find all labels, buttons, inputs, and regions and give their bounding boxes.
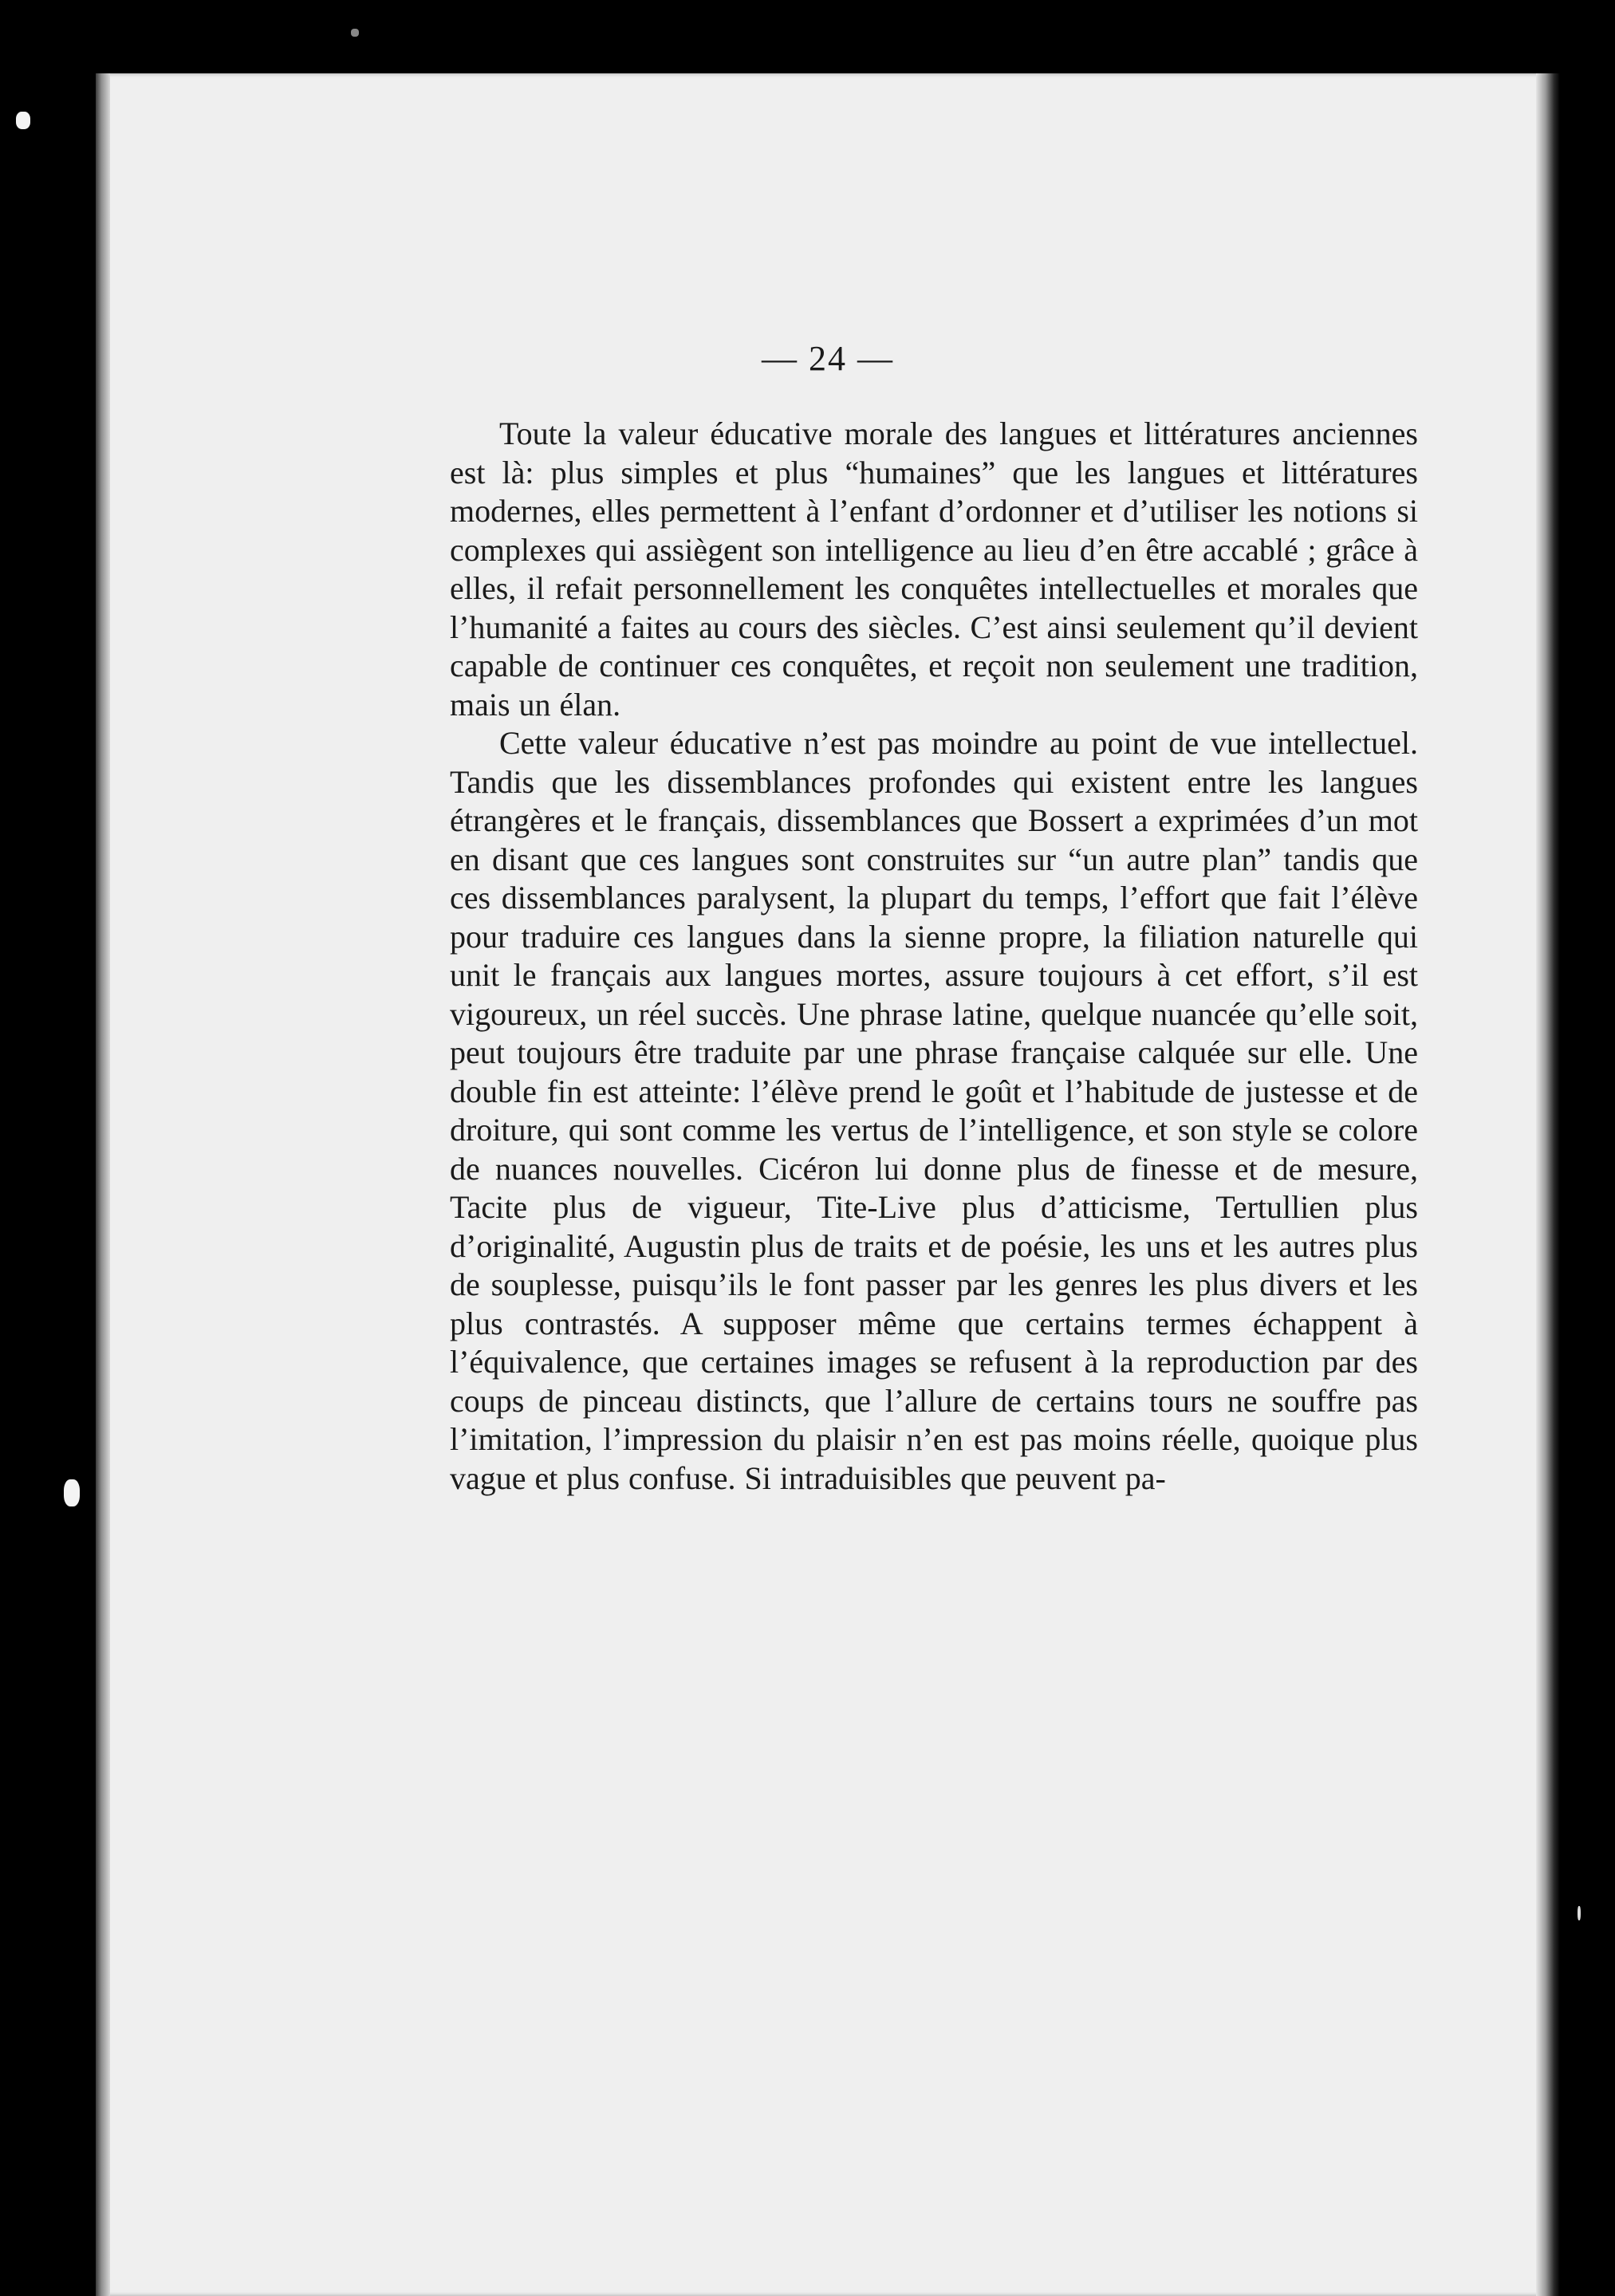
body-text [450, 415, 1418, 1498]
page-left-edge [96, 73, 110, 2296]
paragraph-2: Cette valeur éducative n’est pas moindre au point de vue intellectuel. Tandis que les dissemblances profondes qui existent entre les langues étrangères et le français, dissemblances que Bossert a exprimées d’un mot en disant que ces langues sont construites sur “un autre plan” tandis que ces dissemblances paralysent, la plupart du temps, l’effort que fait l’élève pour traduire ces langues dans la sienne propre, la filiation naturelle qui unit le français aux langues mortes, assure toujours à cet effort, s’il est vigoureux, un réel succès. Une phrase latine, quelque nuancée qu’elle soit, peut toujours être traduite par une phrase française calquée sur elle. Une double fin est atteinte: l’élève prend le goût et l’habitude de justesse et de droiture, qui sont comme les vertus de l’intelligence, et son style se colore de nuances nouvelles. Cicéron lui donne plus de finesse et de mesure, Tacite plus de vigueur, Tite-Live plus d’atticisme, Tertullien plus d’originalité, Augustin plus de traits et de poésie, les uns et les autres plus de souplesse, puisqu’ils le font passer par les genres les plus divers et les plus contrastés. A supposer même que certains termes échappent à l’équivalence, que certaines images se refusent à la reproduction par des coups de pinceau distincts, que l’allure de certains tours ne souffre pas l’imitation, l’impression du plaisir n’en est pas moins réelle, quoique plus vague et plus confuse. Si intraduisibles que peuvent pa- [450, 725, 1418, 1496]
page-right-edge [1536, 73, 1560, 2296]
paragraph-1: Toute la valeur éducative morale des langues et littératures anciennes est là: plus simples et plus “humaines” que les langues et littératures modernes, elles permettent à l’enfant d’ordonner et d’utiliser les notions si complexes qui assiègent son intelligence au lieu d’en être accablé ; grâce à elles, il refait personnellement les conquêtes intellectuelles et morales que l’humanité a faites au cours des siècles. C’est ainsi seulement qu’il devient capable de continuer ces conquêtes, et reçoit non seulement une tradition, mais un élan. [450, 415, 1418, 723]
scan-speck [351, 29, 359, 37]
scan-speck [1578, 1906, 1581, 1920]
scan-speck [64, 1479, 80, 1506]
scan-speck [16, 112, 30, 129]
book-page [96, 73, 1560, 2296]
page-number: — 24 — [762, 339, 894, 378]
